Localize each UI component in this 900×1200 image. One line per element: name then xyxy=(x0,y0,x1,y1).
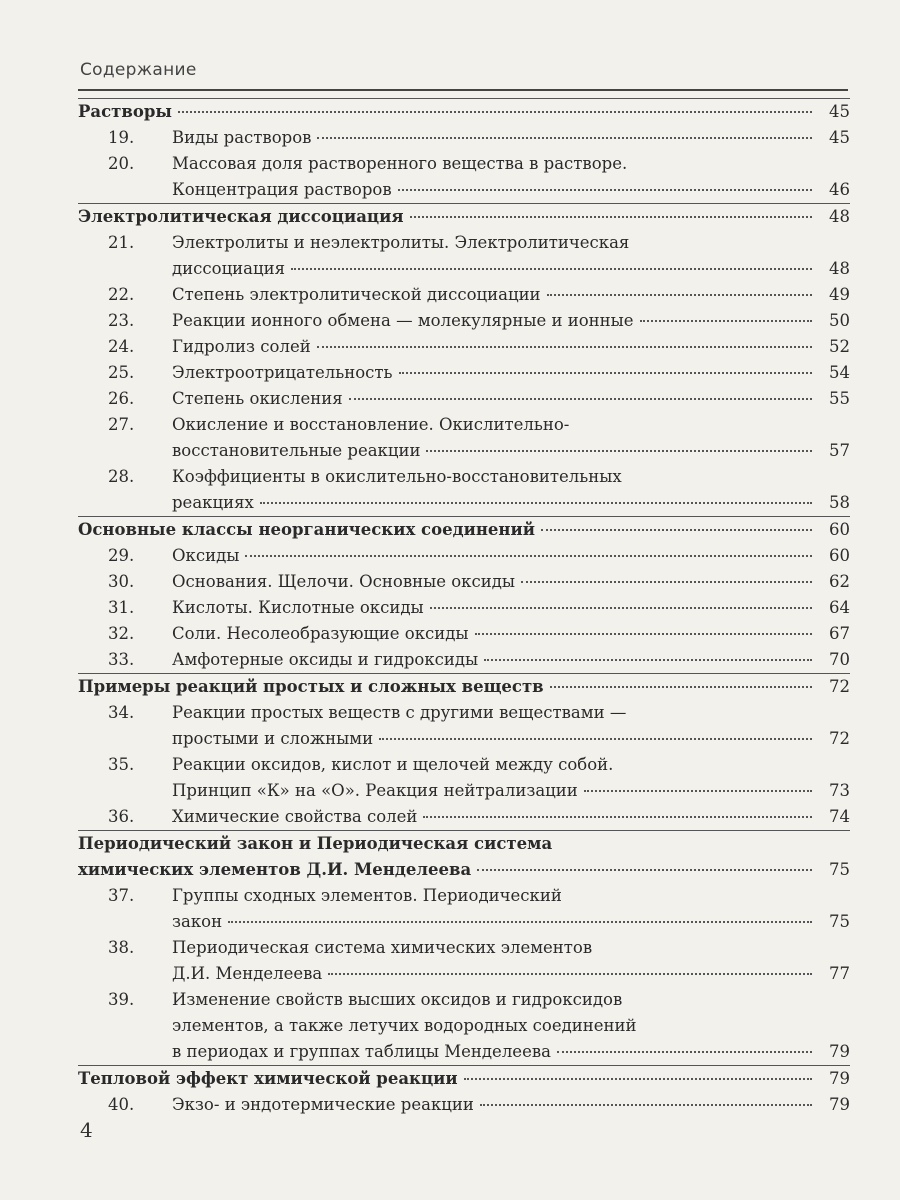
toc-title-text: диссоциация xyxy=(172,259,286,278)
toc-title-text: Принцип «К» на «О». Реакция нейтрализации xyxy=(172,781,578,800)
toc-line xyxy=(78,464,850,490)
toc-line xyxy=(78,125,850,151)
toc-line xyxy=(78,308,850,334)
toc-line xyxy=(78,1013,850,1039)
toc-item xyxy=(78,386,850,412)
toc-page-number: 60 xyxy=(829,520,850,539)
toc-title-text: Д.И. Менделеева xyxy=(172,964,323,983)
toc-line xyxy=(78,1066,850,1092)
toc-page-number: 77 xyxy=(829,964,850,983)
toc-line xyxy=(78,334,850,360)
toc-line xyxy=(78,883,850,909)
toc-title-text: Реакции оксидов, кислот и щелочей между собой. xyxy=(172,755,614,774)
toc-title-text: Электролитическая диссоциация xyxy=(78,207,404,226)
dot-leader xyxy=(317,346,812,348)
toc-item xyxy=(78,1092,850,1118)
toc-title-text: закон xyxy=(172,912,223,931)
dot-leader xyxy=(379,738,812,740)
toc-item xyxy=(78,230,850,282)
toc-item-number: 21. xyxy=(108,233,135,252)
toc-line xyxy=(78,204,850,230)
toc-item-number: 36. xyxy=(108,807,135,826)
toc-line xyxy=(78,151,850,177)
toc-item xyxy=(78,752,850,804)
dot-leader xyxy=(480,1104,812,1106)
toc-title-text: Степень электролитической диссоциации xyxy=(172,285,541,304)
toc-page-number: 75 xyxy=(829,860,850,879)
dot-leader xyxy=(547,294,812,296)
dot-leader xyxy=(410,216,812,218)
toc-item-number: 30. xyxy=(108,572,135,591)
toc-line xyxy=(78,595,850,621)
toc-title-text: Кислоты. Кислотные оксиды xyxy=(172,598,424,617)
toc-line xyxy=(78,778,850,804)
toc-line xyxy=(78,700,850,726)
toc-item xyxy=(78,883,850,935)
toc-title-text: Электролиты и неэлектролиты. Электролитическая xyxy=(172,233,630,252)
toc-item xyxy=(78,412,850,464)
toc-item-number: 32. xyxy=(108,624,135,643)
toc-item xyxy=(78,804,850,830)
toc-line xyxy=(78,857,850,883)
toc-item-number: 22. xyxy=(108,285,135,304)
toc-item xyxy=(78,595,850,621)
toc-item xyxy=(78,987,850,1065)
toc-line xyxy=(78,726,850,752)
toc-page-number: 73 xyxy=(829,781,850,800)
toc-item-number: 40. xyxy=(108,1095,135,1114)
toc-title-text: Оксиды xyxy=(172,546,240,565)
toc-item-number: 25. xyxy=(108,363,135,382)
toc-page-number: 46 xyxy=(829,180,850,199)
toc-page-number: 55 xyxy=(829,389,850,408)
toc-item xyxy=(78,360,850,386)
toc-title-text: Химические свойства солей xyxy=(172,807,418,826)
dot-leader xyxy=(349,398,812,400)
toc-title-text: простыми и сложными xyxy=(172,729,374,748)
toc-line xyxy=(78,987,850,1013)
toc-page-number: 72 xyxy=(829,677,850,696)
toc-item-number: 37. xyxy=(108,886,135,905)
toc-title-text: Электроотрицательность xyxy=(172,363,393,382)
toc-page-number: 72 xyxy=(829,729,850,748)
toc-item xyxy=(78,700,850,752)
toc-item xyxy=(78,543,850,569)
toc-title-text: Основные классы неорганических соединений xyxy=(78,520,535,539)
toc-line xyxy=(78,1092,850,1118)
toc-title-text: Реакции простых веществ с другими веществами — xyxy=(172,703,627,722)
toc-item xyxy=(78,464,850,516)
table-of-contents xyxy=(78,98,850,1118)
toc-item-number: 38. xyxy=(108,938,135,957)
toc-title-text: Окисление и восстановление. Окислительно- xyxy=(172,415,570,434)
toc-item xyxy=(78,621,850,647)
dot-leader xyxy=(584,790,812,792)
toc-title-text: Амфотерные оксиды и гидроксиды xyxy=(172,650,479,669)
toc-title-text: Группы сходных элементов. Периодический xyxy=(172,886,562,905)
toc-title-text: в периодах и группах таблицы Менделеева xyxy=(172,1042,551,1061)
dot-leader xyxy=(399,372,812,374)
toc-line xyxy=(78,99,850,125)
toc-page-number: 60 xyxy=(829,546,850,565)
toc-page-number: 45 xyxy=(829,102,850,121)
toc-title-text: Тепловой эффект химической реакции xyxy=(78,1069,458,1088)
toc-section xyxy=(78,203,850,230)
toc-title-text: восстановительные реакции xyxy=(172,441,421,460)
toc-item xyxy=(78,334,850,360)
toc-item xyxy=(78,308,850,334)
toc-line xyxy=(78,360,850,386)
toc-line xyxy=(78,1039,850,1065)
toc-item xyxy=(78,935,850,987)
toc-item-number: 26. xyxy=(108,389,135,408)
toc-title-text: Основания. Щелочи. Основные оксиды xyxy=(172,572,516,591)
toc-page-number: 54 xyxy=(829,363,850,382)
toc-title-text: Виды растворов xyxy=(172,128,312,147)
toc-title-text: Изменение свойств высших оксидов и гидроксидов xyxy=(172,990,623,1009)
toc-line xyxy=(78,569,850,595)
toc-line xyxy=(78,621,850,647)
toc-line xyxy=(78,831,850,857)
toc-title-text: Коэффициенты в окислительно-восстановительных xyxy=(172,467,622,486)
toc-title-text: химических элементов Д.И. Менделеева xyxy=(78,860,472,879)
toc-page-number: 67 xyxy=(829,624,850,643)
toc-item-number: 34. xyxy=(108,703,135,722)
dot-leader xyxy=(317,137,812,139)
toc-section xyxy=(78,98,850,125)
toc-title-text: Растворы xyxy=(78,102,172,121)
toc-page-number: 75 xyxy=(829,912,850,931)
toc-title-text: реакциях xyxy=(172,493,254,512)
dot-leader xyxy=(640,320,812,322)
toc-title-text: Периодическая система химических элементов xyxy=(172,938,593,957)
toc-section xyxy=(78,673,850,700)
toc-line xyxy=(78,412,850,438)
toc-page-number: 70 xyxy=(829,650,850,669)
toc-item-number: 24. xyxy=(108,337,135,356)
toc-title-text: Массовая доля растворенного вещества в растворе. xyxy=(172,154,628,173)
toc-line xyxy=(78,647,850,673)
dot-leader xyxy=(291,268,812,270)
dot-leader xyxy=(557,1051,812,1053)
toc-item-number: 23. xyxy=(108,311,135,330)
toc-page-number: 62 xyxy=(829,572,850,591)
toc-page-number: 64 xyxy=(829,598,850,617)
dot-leader xyxy=(430,607,812,609)
toc-line xyxy=(78,386,850,412)
dot-leader xyxy=(475,633,812,635)
dot-leader xyxy=(521,581,812,583)
dot-leader xyxy=(426,450,812,452)
toc-page-number: 57 xyxy=(829,441,850,460)
toc-section xyxy=(78,516,850,543)
toc-item-number: 19. xyxy=(108,128,135,147)
dot-leader xyxy=(328,973,812,975)
toc-title-text: Примеры реакций простых и сложных веществ xyxy=(78,677,544,696)
toc-line xyxy=(78,177,850,203)
toc-page-number: 52 xyxy=(829,337,850,356)
toc-page-number: 79 xyxy=(829,1069,850,1088)
toc-title-text: элементов, а также летучих водородных соединений xyxy=(172,1016,637,1035)
toc-item xyxy=(78,647,850,673)
toc-line xyxy=(78,961,850,987)
toc-line xyxy=(78,804,850,830)
toc-item xyxy=(78,282,850,308)
toc-title-text: Концентрация растворов xyxy=(172,180,392,199)
toc-line xyxy=(78,256,850,282)
toc-line xyxy=(78,752,850,778)
toc-item-number: 31. xyxy=(108,598,135,617)
toc-title-text: Экзо- и эндотермические реакции xyxy=(172,1095,474,1114)
toc-item-number: 39. xyxy=(108,990,135,1009)
dot-leader xyxy=(550,686,812,688)
dot-leader xyxy=(464,1078,812,1080)
toc-item xyxy=(78,125,850,151)
toc-title-text: Реакции ионного обмена — молекулярные и ионные xyxy=(172,311,634,330)
dot-leader xyxy=(477,869,812,871)
toc-item-number: 35. xyxy=(108,755,135,774)
toc-page-number: 48 xyxy=(829,259,850,278)
header-rule xyxy=(78,89,848,91)
toc-item-number: 28. xyxy=(108,467,135,486)
toc-item xyxy=(78,569,850,595)
toc-line xyxy=(78,517,850,543)
toc-page-number: 79 xyxy=(829,1095,850,1114)
toc-line xyxy=(78,438,850,464)
dot-leader xyxy=(423,816,812,818)
toc-page-number: 50 xyxy=(829,311,850,330)
toc-line xyxy=(78,282,850,308)
toc-title-text: Периодический закон и Периодическая система xyxy=(78,834,553,853)
toc-item xyxy=(78,151,850,203)
toc-line xyxy=(78,543,850,569)
toc-section xyxy=(78,1065,850,1092)
dot-leader xyxy=(245,555,812,557)
page-number: 4 xyxy=(80,1118,93,1142)
toc-page-number: 48 xyxy=(829,207,850,226)
toc-item-number: 27. xyxy=(108,415,135,434)
toc-item-number: 29. xyxy=(108,546,135,565)
toc-item-number: 33. xyxy=(108,650,135,669)
toc-title-text: Гидролиз солей xyxy=(172,337,311,356)
dot-leader xyxy=(398,189,812,191)
toc-line xyxy=(78,230,850,256)
toc-title-text: Степень окисления xyxy=(172,389,343,408)
toc-page-number: 45 xyxy=(829,128,850,147)
toc-line xyxy=(78,909,850,935)
dot-leader xyxy=(228,921,812,923)
dot-leader xyxy=(260,502,812,504)
toc-page-number: 58 xyxy=(829,493,850,512)
toc-title-text: Соли. Несолеобразующие оксиды xyxy=(172,624,469,643)
dot-leader xyxy=(484,659,812,661)
toc-section xyxy=(78,830,850,883)
toc-page-number: 49 xyxy=(829,285,850,304)
running-head: Содержание xyxy=(80,60,197,80)
toc-line xyxy=(78,935,850,961)
toc-item-number: 20. xyxy=(108,154,135,173)
toc-line xyxy=(78,490,850,516)
toc-page-number: 74 xyxy=(829,807,850,826)
toc-line xyxy=(78,674,850,700)
toc-page-number: 79 xyxy=(829,1042,850,1061)
dot-leader xyxy=(178,111,812,113)
dot-leader xyxy=(541,529,812,531)
